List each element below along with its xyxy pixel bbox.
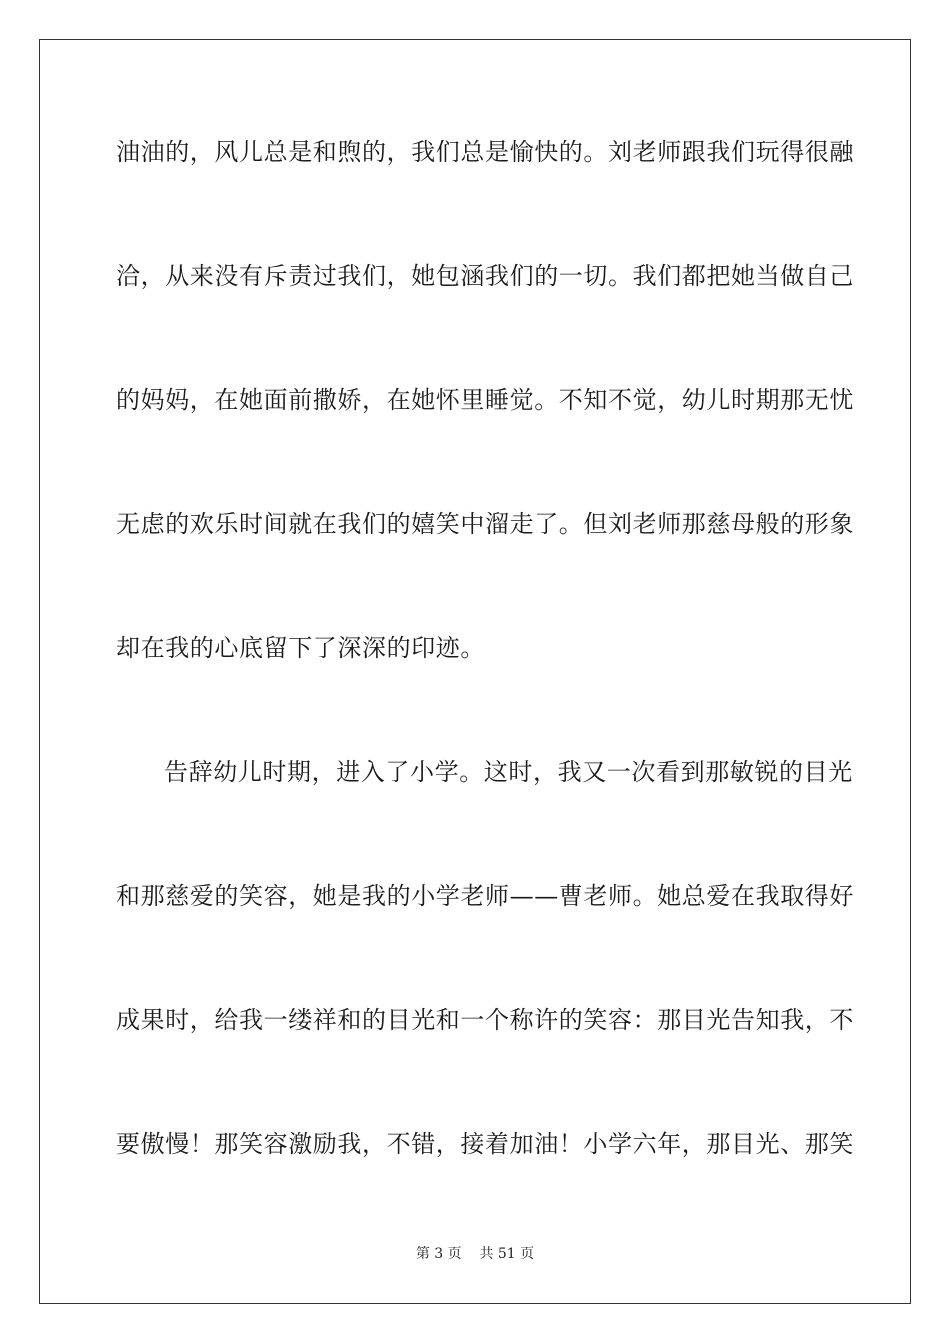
text-line: 要傲慢！那笑容激励我，不错，接着加油！小学六年，那目光、那笑 [116,1130,854,1158]
page-number: 第 3 页 [415,1246,462,1262]
text-line: 的妈妈，在她面前撒娇，在她怀里睡觉。不知不觉，幼儿时期那无忧 [116,386,854,414]
page-footer [0,1245,950,1263]
page-border [39,39,911,1304]
text-line: 告辞幼儿时期，进入了小学。这时，我又一次看到那敏锐的目光 [164,758,853,786]
text-line: 无虑的欢乐时间就在我们的嬉笑中溜走了。但刘老师那慈母般的形象 [116,510,854,538]
text-line: 油油的，风儿总是和煦的，我们总是愉快的。刘老师跟我们玩得很融 [116,138,854,166]
text-line: 洽，从来没有斥责过我们，她包涵我们的一切。我们都把她当做自己 [116,262,854,290]
page-total: 共 51 页 [479,1246,535,1262]
text-line: 和那慈爱的笑容，她是我的小学老师——曹老师。她总爱在我取得好 [116,882,854,910]
text-line: 成果时，给我一缕祥和的目光和一个称许的笑容：那目光告知我，不 [116,1006,854,1034]
text-line: 却在我的心底留下了深深的印迹。 [116,634,485,662]
